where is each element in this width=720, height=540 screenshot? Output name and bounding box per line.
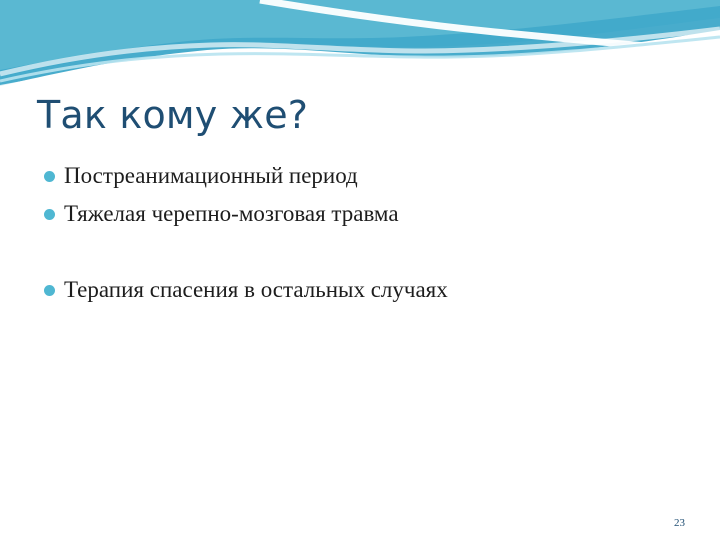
bullet-text: Тяжелая черепно-мозговая травма [64, 201, 399, 226]
bullet-text: Постреанимационный период [64, 163, 358, 188]
header-wave-decoration [0, 0, 720, 90]
bullet-icon [44, 171, 55, 182]
bullet-text: Терапия спасения в остальных случаях [64, 277, 448, 302]
bullet-item-traumatic-brain-injury [44, 195, 684, 233]
bullet-icon [44, 209, 55, 220]
page-number: 23 [674, 517, 685, 529]
bullet-list [44, 157, 684, 309]
slide-title: Так кому же? [37, 93, 309, 137]
bullet-item-rescue-therapy [44, 271, 684, 309]
bullet-icon [44, 285, 55, 296]
bullet-item-post-resuscitation [44, 157, 684, 195]
